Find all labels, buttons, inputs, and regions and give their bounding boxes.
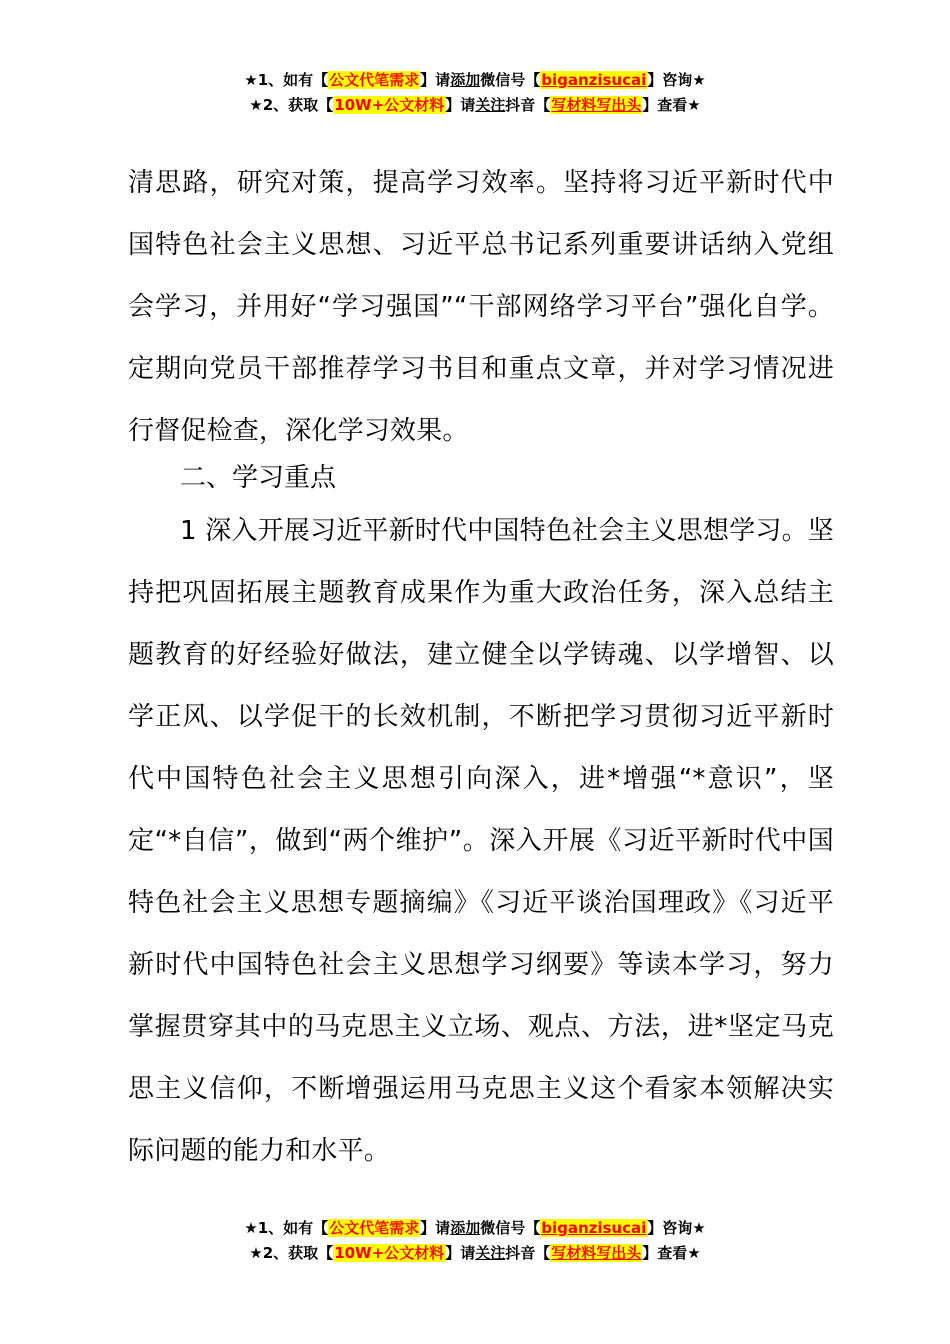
banner-line-2 <box>0 1241 950 1266</box>
banner-line-1 <box>0 1216 950 1241</box>
banner-text: 抖音【 <box>505 96 551 114</box>
banner-highlight: 公文代笔需求 <box>329 71 420 89</box>
banner-highlight: 写材料写出头 <box>551 1244 642 1262</box>
banner-text: 微信号【 <box>480 71 541 89</box>
banner-highlight: 10W+公文材料 <box>334 1244 445 1262</box>
banner-text: ★1、如有【 <box>244 1219 329 1237</box>
banner-highlight: 公文代笔需求 <box>329 1219 420 1237</box>
banner-line-1 <box>0 68 950 93</box>
paragraph-continued: 清思路，研究对策，提高学习效率。坚持将习近平新时代中国特色社会主义思想、习近平总书记系列重要讲话纳入党组会学习，并用好“学习强国”“干部网络学习平台”强化自学。定期向党员干部推荐学习书目和重点文章，并对学习情况进行督促检查，深化学习效果。 <box>128 168 834 446</box>
banner-text: 微信号【 <box>480 1219 541 1237</box>
banner-text: 】查看★ <box>642 1244 701 1262</box>
banner-text: 】请 <box>445 1244 476 1262</box>
banner-highlight: 写材料写出头 <box>551 96 642 114</box>
banner-text: 抖音【 <box>505 1244 551 1262</box>
section-heading: 二、学习重点 <box>180 463 337 493</box>
banner-underlined-text: 关注 <box>475 96 506 114</box>
banner-text: 】查看★ <box>642 96 701 114</box>
top-banner <box>0 68 950 118</box>
banner-text: 】咨询★ <box>647 1219 706 1237</box>
banner-underlined-text: 添加 <box>450 71 481 89</box>
banner-underlined-text: 添加 <box>450 1219 481 1237</box>
banner-line-2 <box>0 93 950 118</box>
banner-text: ★1、如有【 <box>244 71 329 89</box>
banner-highlight: 10W+公文材料 <box>334 96 445 114</box>
banner-text: 】咨询★ <box>647 71 706 89</box>
banner-text: 】请 <box>420 71 451 89</box>
banner-highlight: biganzisucai <box>541 71 647 89</box>
bottom-banner <box>0 1216 950 1266</box>
banner-text: 】请 <box>445 96 476 114</box>
banner-underlined-text: 关注 <box>475 1244 506 1262</box>
document-body <box>128 152 834 1182</box>
banner-highlight: biganzisucai <box>541 1219 647 1237</box>
banner-text: ★2、获取【 <box>249 1244 334 1262</box>
paragraph: 1 深入开展习近平新时代中国特色社会主义思想学习。坚持把巩固拓展主题教育成果作为重大政治任务，深入总结主题教育的好经验好做法，建立健全以学铸魂、以学增智、以学正风、以学促干的长效机制，不断把学习贯彻习近平新时代中国特色社会主义思想引向深入，进*增强“*意识”，坚定“*自信”，做到“两个维护”。深入开展《习近平新时代中国特色社会主义思想专题摘编》《习近平谈治国理政》《习近平新时代中国特色社会主义思想学习纲要》等读本学习，努力掌握贯穿其中的马克思主义立场、观点、方法，进*坚定马克思主义信仰，不断增强运用马克思主义这个看家本领解决实际问题的能力和水平。 <box>128 516 835 1166</box>
banner-text: 】请 <box>420 1219 451 1237</box>
banner-text: ★2、获取【 <box>249 96 334 114</box>
